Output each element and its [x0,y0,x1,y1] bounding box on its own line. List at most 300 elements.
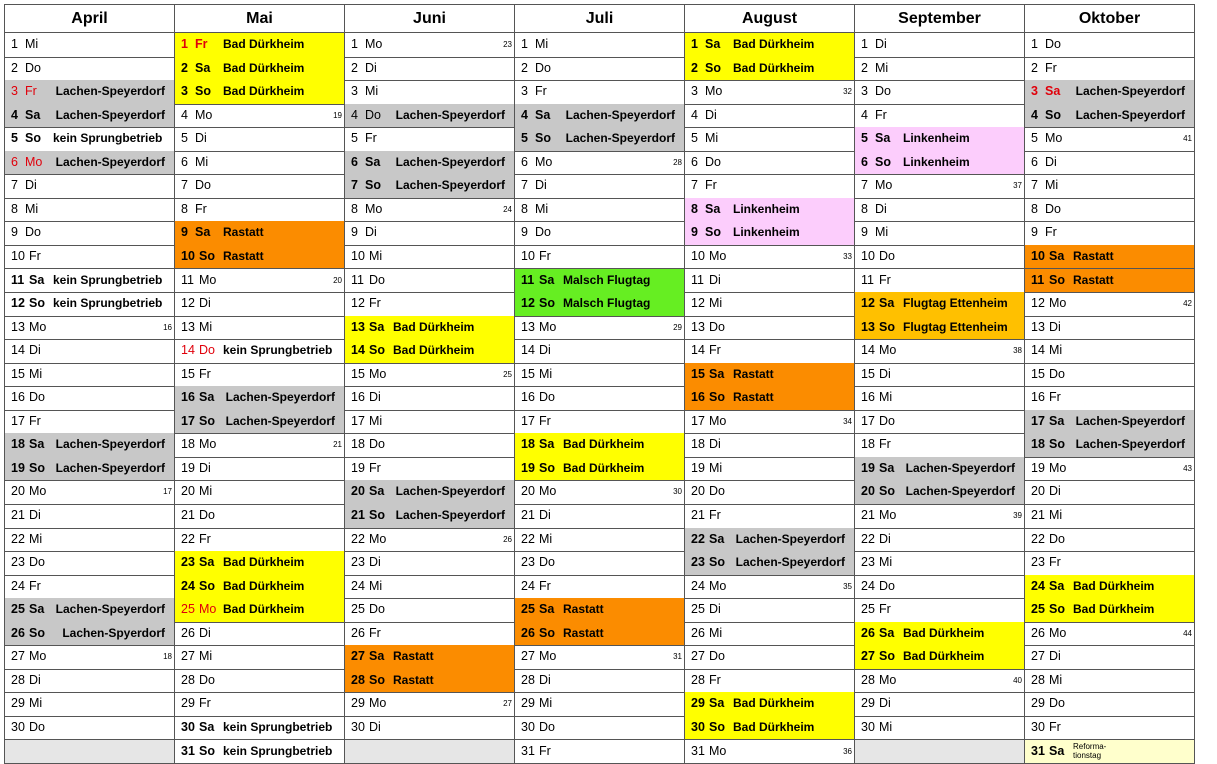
weekday: Fr [539,740,551,763]
day-cell [854,292,1025,317]
day-cell [174,551,345,576]
day-number: 15 [11,363,25,386]
day-cell [344,692,515,717]
event-label: Rastatt [563,598,604,621]
weekday: So [539,622,555,645]
day-cell [4,151,175,176]
month-header: Oktober [1024,4,1195,33]
day-number: 13 [351,316,365,339]
day-cell [684,269,855,294]
day-number: 7 [861,174,868,197]
weekday: Sa [1049,410,1064,433]
day-number: 2 [861,57,868,80]
day-number: 19 [521,457,535,480]
day-cell [344,269,515,294]
day-cell [854,457,1025,482]
weekday: Mi [879,551,892,574]
day-number: 9 [1031,221,1038,244]
day-cell [1024,363,1195,388]
event-label: kein Sprungbetrieb [53,269,162,292]
day-cell [4,692,175,717]
day-number: 28 [351,669,365,692]
day-cell [174,433,345,458]
event-label: Lachen-Speyerdorf [1076,433,1185,456]
day-number: 15 [351,363,365,386]
day-number: 22 [11,528,25,551]
day-cell [854,245,1025,270]
weekday: Fr [1045,221,1057,244]
day-cell [4,622,175,647]
weekday: Mi [1049,339,1062,362]
weekday: Mo [709,410,726,433]
day-number: 13 [1031,316,1045,339]
day-cell [174,386,345,411]
day-cell [1024,598,1195,623]
weekday: Sa [1045,80,1060,103]
day-number: 12 [181,292,195,315]
week-number: 19 [333,110,342,122]
event-label: Bad Dürkheim [223,598,304,621]
weekday: Mi [29,692,42,715]
day-cell [684,386,855,411]
weekday: Di [709,433,721,456]
weekday: Sa [705,198,720,221]
day-number: 14 [181,339,195,362]
holiday-note: Reforma-tionstag [1073,742,1133,760]
event-label: Bad Dürkheim [733,716,814,739]
weekday: Sa [879,622,894,645]
day-cell [4,269,175,294]
day-number: 21 [351,504,365,527]
day-cell [344,598,515,623]
day-cell [684,480,855,505]
weekday: So [879,316,895,339]
weekday: Mi [25,33,38,56]
day-cell [854,127,1025,152]
weekday: So [199,575,215,598]
day-cell [174,692,345,717]
day-cell [514,245,685,270]
day-number: 28 [181,669,195,692]
event-label: Flugtag Ettenheim [903,316,1008,339]
day-number: 29 [861,692,875,715]
day-cell [344,151,515,176]
weekday: Do [29,386,45,409]
day-number: 17 [521,410,535,433]
day-number: 18 [861,433,875,456]
weekday: Mo [879,669,896,692]
day-cell [174,292,345,317]
event-label: Bad Dürkheim [1073,575,1154,598]
event-label: Bad Dürkheim [903,622,984,645]
day-cell [344,551,515,576]
day-cell [854,33,1025,58]
day-cell [854,716,1025,741]
day-cell [514,151,685,176]
week-number: 26 [503,534,512,546]
weekday: Di [369,551,381,574]
day-number: 30 [181,716,195,739]
weekday: Mo [199,269,216,292]
weekday: Di [535,174,547,197]
day-number: 29 [351,692,365,715]
weekday: Sa [1049,245,1064,268]
day-cell [174,104,345,129]
event-label: Lachen-Speyerdorf [1076,410,1185,433]
day-number: 22 [691,528,705,551]
day-cell [174,174,345,199]
day-cell [1024,410,1195,435]
day-cell [854,433,1025,458]
day-cell [854,174,1025,199]
weekday: Mi [875,221,888,244]
day-cell [1024,292,1195,317]
weekday: Do [535,221,551,244]
day-number: 4 [1031,104,1038,127]
weekday: Fr [879,269,891,292]
day-number: 9 [181,221,188,244]
day-cell [344,363,515,388]
weekday: Di [539,339,551,362]
day-cell [344,575,515,600]
weekday: Mo [1049,622,1066,645]
event-label: Bad Dürkheim [393,339,474,362]
day-number: 1 [691,33,698,56]
week-number: 24 [503,204,512,216]
event-label: Rastatt [1073,269,1114,292]
weekday: So [879,645,895,668]
day-number: 8 [521,198,528,221]
week-number: 44 [1183,628,1192,640]
day-cell [514,528,685,553]
weekday: Mi [1045,174,1058,197]
event-label: Lachen-Speyerdorf [396,504,505,527]
event-label: Lachen-Speyerdorf [906,480,1015,503]
event-label: Lachen-Speyerdorf [396,174,505,197]
day-number: 7 [11,174,18,197]
day-number: 29 [1031,692,1045,715]
weekday: So [879,480,895,503]
weekday: Sa [709,528,724,551]
day-cell [344,339,515,364]
weekday: Do [535,57,551,80]
day-number: 6 [691,151,698,174]
weekday: Fr [199,528,211,551]
weekday: Sa [29,433,44,456]
weekday: Do [875,80,891,103]
day-number: 27 [351,645,365,668]
day-cell [1024,316,1195,341]
weekday: Di [29,339,41,362]
weekday: Di [879,363,891,386]
day-number: 7 [181,174,188,197]
weekday: Mo [199,598,216,621]
day-number: 8 [181,198,188,221]
day-number: 15 [181,363,195,386]
day-number: 5 [861,127,868,150]
weekday: Mo [709,575,726,598]
day-number: 8 [691,198,698,221]
day-number: 26 [11,622,25,645]
day-number: 14 [11,339,25,362]
weekday: Fr [369,292,381,315]
month-header: September [854,4,1025,33]
day-number: 9 [691,221,698,244]
event-label: Rastatt [223,221,264,244]
day-cell [684,33,855,58]
event-label: Lachen-Speyerdorf [906,457,1015,480]
weekday: Mo [535,151,552,174]
day-cell [4,127,175,152]
weekday: Mo [539,480,556,503]
day-number: 17 [11,410,25,433]
day-cell [1024,151,1195,176]
weekday: Fr [879,598,891,621]
weekday: Mo [195,104,212,127]
day-number: 18 [11,433,25,456]
day-number: 20 [351,480,365,503]
weekday: Mo [1049,292,1066,315]
weekday: Mo [1045,127,1062,150]
weekday: Fr [365,127,377,150]
day-number: 16 [691,386,705,409]
week-number: 31 [673,651,682,663]
day-number: 17 [861,410,875,433]
day-cell [4,57,175,82]
day-number: 11 [691,269,704,292]
weekday: So [199,245,215,268]
day-number: 17 [181,410,195,433]
event-label: Bad Dürkheim [223,80,304,103]
weekday: Di [369,716,381,739]
day-cell [854,104,1025,129]
day-number: 26 [861,622,875,645]
week-number: 43 [1183,463,1192,475]
event-label: Rastatt [733,363,774,386]
weekday: Mi [709,292,722,315]
day-cell [1024,33,1195,58]
weekday: Sa [369,645,384,668]
day-number: 30 [351,716,365,739]
day-number: 5 [691,127,698,150]
event-label: Lachen-Speyerdorf [56,80,165,103]
day-cell [174,457,345,482]
event-label: Rastatt [1073,245,1114,268]
day-cell [1024,80,1195,105]
weekday: Do [1045,198,1061,221]
day-number: 24 [1031,575,1045,598]
month-header: Juli [514,4,685,33]
day-number: 24 [181,575,195,598]
day-number: 24 [351,575,365,598]
day-cell [1024,433,1195,458]
empty-cell [4,740,175,764]
weekday: Do [709,645,725,668]
day-number: 26 [691,622,705,645]
weekday: Mo [709,245,726,268]
weekday: So [365,174,381,197]
day-cell [174,245,345,270]
event-label: Rastatt [563,622,604,645]
day-cell [1024,198,1195,223]
day-number: 14 [861,339,875,362]
weekday: Mi [25,198,38,221]
day-cell [174,198,345,223]
day-cell [174,80,345,105]
day-number: 14 [521,339,535,362]
day-cell [854,57,1025,82]
weekday: Di [29,504,41,527]
weekday: Do [539,386,555,409]
day-number: 17 [351,410,365,433]
day-cell [854,198,1025,223]
weekday: Mi [539,692,552,715]
weekday: Di [1045,151,1057,174]
weekday: Mi [369,575,382,598]
week-number: 23 [503,39,512,51]
event-label: Malsch Flugtag [563,269,650,292]
weekday: Mo [879,504,896,527]
weekday: Mo [365,198,382,221]
event-label: kein Sprungbetrieb [223,339,332,362]
day-cell [344,221,515,246]
day-cell [854,622,1025,647]
calendar-grid [4,4,1213,760]
day-cell [684,598,855,623]
day-number: 11 [521,269,534,292]
weekday: Mo [369,692,386,715]
day-number: 27 [181,645,195,668]
day-cell [174,339,345,364]
day-number: 22 [521,528,535,551]
week-number: 21 [333,439,342,451]
day-number: 15 [861,363,875,386]
day-cell [4,80,175,105]
weekday: Mi [879,716,892,739]
day-cell [854,575,1025,600]
weekday: Mo [369,528,386,551]
day-cell [4,645,175,670]
event-label: Lachen-Speyerdorf [226,410,335,433]
weekday: Sa [369,480,384,503]
day-number: 11 [181,269,194,292]
weekday: Do [29,716,45,739]
day-number: 1 [861,33,868,56]
weekday: Sa [195,57,210,80]
event-label: Bad Dürkheim [563,457,644,480]
weekday: Di [875,198,887,221]
day-number: 16 [861,386,875,409]
day-number: 20 [861,480,875,503]
day-number: 9 [351,221,358,244]
day-number: 23 [351,551,365,574]
weekday: Fr [25,80,37,103]
day-cell [854,551,1025,576]
day-cell [854,339,1025,364]
day-cell [174,410,345,435]
event-label: Lachen-Speyerdorf [56,433,165,456]
day-cell [4,292,175,317]
day-cell [174,669,345,694]
day-cell [684,528,855,553]
weekday: Do [1049,528,1065,551]
day-cell [344,669,515,694]
day-number: 18 [1031,433,1045,456]
day-number: 8 [11,198,18,221]
day-number: 18 [181,433,195,456]
day-number: 25 [691,598,705,621]
day-number: 11 [351,269,364,292]
day-number: 23 [861,551,875,574]
weekday: Do [879,410,895,433]
day-number: 3 [181,80,188,103]
event-label: Lachen-Speyerdorf [56,104,165,127]
day-number: 28 [861,669,875,692]
day-number: 15 [521,363,535,386]
event-label: Lachen-Speyerdorf [56,598,165,621]
day-cell [684,57,855,82]
day-cell [514,33,685,58]
day-cell [1024,575,1195,600]
day-cell [514,363,685,388]
day-cell [344,245,515,270]
day-number: 21 [1031,504,1045,527]
weekday: Sa [709,692,724,715]
day-cell [854,692,1025,717]
day-cell [174,622,345,647]
day-number: 5 [351,127,358,150]
day-cell [514,457,685,482]
day-cell [684,292,855,317]
weekday: Sa [879,457,894,480]
day-cell [854,410,1025,435]
day-cell [854,363,1025,388]
week-number: 40 [1013,675,1022,687]
weekday: Mi [705,127,718,150]
weekday: So [199,740,215,763]
weekday: Do [199,339,215,362]
month-header: August [684,4,855,33]
weekday: Mi [709,622,722,645]
day-cell [4,198,175,223]
day-number: 1 [351,33,358,56]
weekday: Mi [535,198,548,221]
day-number: 9 [861,221,868,244]
weekday: So [535,127,551,150]
day-cell [344,57,515,82]
day-number: 21 [521,504,535,527]
day-number: 7 [521,174,528,197]
day-cell [344,104,515,129]
day-number: 31 [691,740,705,763]
day-cell [684,575,855,600]
weekday: So [369,504,385,527]
event-label: Lachen-Spyerdorf [62,622,165,645]
day-cell [514,622,685,647]
event-label: Rastatt [223,245,264,268]
day-number: 19 [181,457,195,480]
weekday: Fr [195,198,207,221]
day-cell [684,245,855,270]
day-number: 18 [691,433,705,456]
event-label: Bad Dürkheim [903,645,984,668]
weekday: Mi [365,80,378,103]
day-number: 3 [11,80,18,103]
day-number: 6 [11,151,18,174]
day-cell [854,80,1025,105]
day-number: 1 [181,33,188,56]
day-cell [4,33,175,58]
